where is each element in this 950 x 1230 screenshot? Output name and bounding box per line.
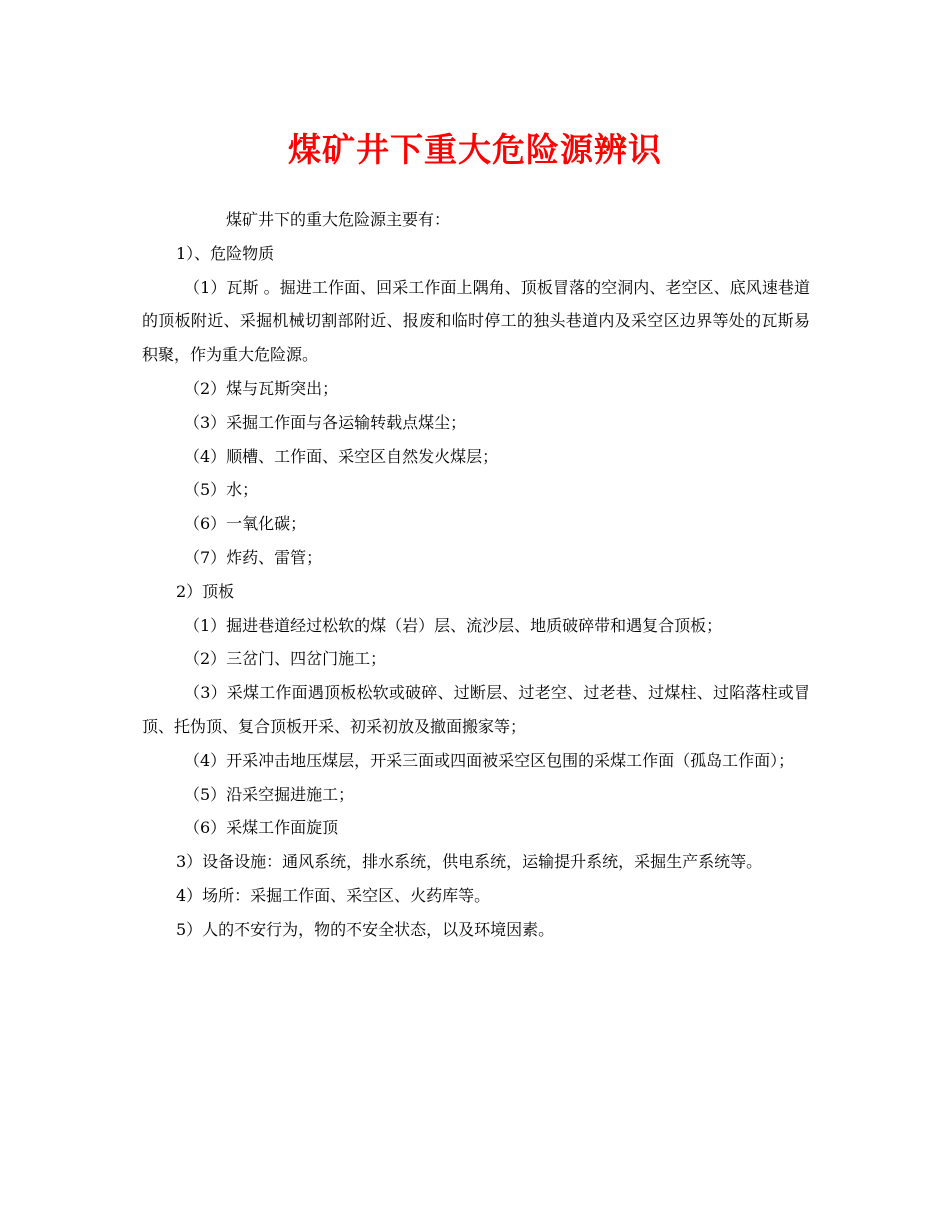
section-heading-roof: 2）顶板 [176, 581, 235, 601]
list-item-carbon-monoxide: （6）一氧化碳； [184, 514, 307, 534]
list-item-spontaneous-combustion: （4）顺槽、工作面、采空区自然发火煤层； [184, 446, 499, 466]
list-item-rockburst: （4）开采冲击地压煤层，开采三面或四面被采空区包围的采煤工作面（孤岛工作面）； [184, 750, 795, 770]
list-item-coal-dust: （3）采掘工作面与各运输转载点煤尘； [184, 412, 467, 432]
list-item-gob-side: （5）沿采空掘进施工； [184, 784, 355, 804]
list-item-gas: （1）瓦斯 。掘进工作面、回采工作面上隅角、顶板冒落的空洞内、老空区、底风速巷道的顶板附近、采掘机械切割部附近、报废和临时停工的独头巷道内及采空区边界等处的瓦斯易积聚，作为重大危险源。 [142, 277, 810, 365]
section-heading-human-factors: 5）人的不安行为，物的不安全状态，以及环境因素。 [176, 919, 555, 939]
list-item-water: （5）水； [184, 480, 259, 500]
section-heading-hazardous-substances: 1）、危险物质 [176, 243, 275, 263]
document-body [142, 203, 810, 947]
intro-paragraph: 煤矿井下的重大危险源主要有： [226, 210, 451, 229]
list-item-face-conditions: （3）采煤工作面遇顶板松软或破碎、过断层、过老空、过老巷、过煤柱、过陷落柱或冒顶、托伪顶、复合顶板开采、初采初放及撤面搬家等； [142, 683, 810, 736]
list-item-explosives: （7）炸药、雷管； [184, 547, 323, 567]
list-item-roof-rotation: （6）采煤工作面旋顶 [184, 818, 339, 838]
section-heading-places: 4）场所：采掘工作面、采空区、火药库等。 [176, 885, 491, 905]
list-item-roadway-soft-strata: （1）掘进巷道经过松软的煤（岩）层、流沙层、地质破碎带和遇复合顶板； [184, 615, 723, 635]
list-item-junctions: （2）三岔门、四岔门施工； [184, 649, 387, 669]
list-item-outburst: （2）煤与瓦斯突出； [184, 378, 339, 398]
section-heading-equipment: 3）设备设施：通风系统，排水系统，供电系统，运输提升系统，采掘生产系统等。 [176, 852, 763, 872]
document-title: 煤矿井下重大危险源辨识 [288, 130, 662, 169]
